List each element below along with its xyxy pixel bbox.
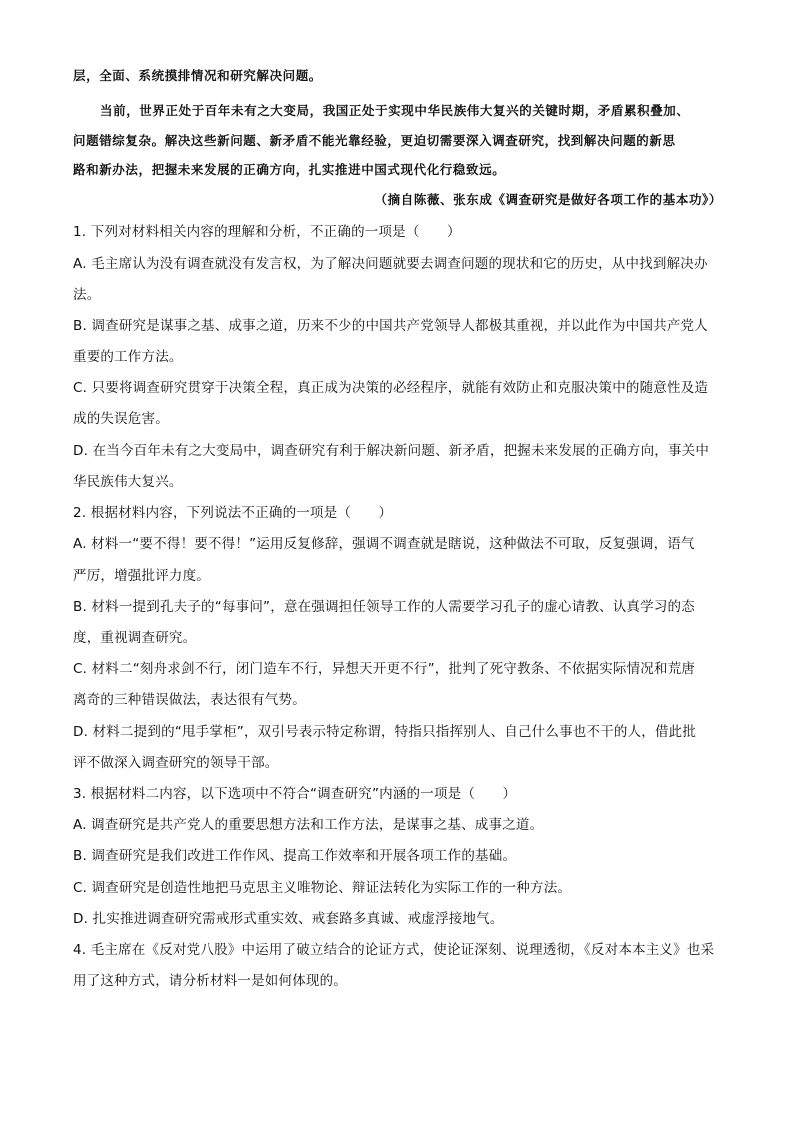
question-stem: 1. 下列对材料相关内容的理解和分析，不正确的一项是（ ） bbox=[73, 224, 461, 240]
answer-option-b: 度，重视调查研究。 bbox=[73, 630, 197, 646]
answer-option-c: 离奇的三种错误做法，表达很有气势。 bbox=[73, 692, 306, 708]
answer-option-b: B. 调查研究是谋事之基、成事之道，历来不少的中国共产党领导人都极其重视，并以此作为中国共产党人 bbox=[73, 318, 708, 334]
passage-line: 当前，世界正处于百年未有之大变局，我国正处于实现中华民族伟大复兴的关键时期，矛盾累积叠加、 bbox=[100, 103, 690, 118]
answer-option-a: 法。 bbox=[73, 287, 101, 303]
answer-option-d: D. 材料二提到的“甩手掌柜”，双引号表示特定称谓，特指只指挥别人、自己什么事也不干的人，借此批 bbox=[73, 724, 697, 740]
answer-option-b: B. 材料一提到孔夫子的“每事问”，意在强调担任领导工作的人需要学习孔子的虚心请教、认真学习的态 bbox=[73, 599, 695, 615]
passage-source: （摘自陈薇、张东成《调查研究是做好各项工作的基本功》） bbox=[374, 192, 722, 207]
answer-option-a: A. 材料一“要不得！要不得！”运用反复修辞，强调不调查就是瞎说，这种做法不可取，反复强调，语气 bbox=[73, 536, 695, 552]
passage-line: 问题错综复杂。解决这些新问题、新矛盾不能光靠经验，更迫切需要深入调查研究，找到解决问题的新思 bbox=[73, 133, 676, 148]
question-stem: 4. 毛主席在《反对党八股》中运用了破立结合的论证方式，使论证深刻、说理透彻，《反对本本主义》也采 bbox=[73, 942, 715, 958]
answer-option-c: 成的失误危害。 bbox=[73, 411, 169, 427]
question-stem: 用了这种方式，请分析材料一是如何体现的。 bbox=[73, 973, 347, 989]
answer-option-a: A. 毛主席认为没有调查就没有发言权，为了解决问题就要去调查问题的现状和它的历史，从中找到解决办 bbox=[73, 256, 708, 272]
answer-option-b: B. 调查研究是我们改进工作作风、提高工作效率和开展各项工作的基础。 bbox=[73, 848, 517, 864]
passage-line: 层，全面、系统摸排情况和研究解决问题。 bbox=[73, 68, 322, 83]
answer-option-b: 重要的工作方法。 bbox=[73, 349, 183, 365]
answer-option-c: C. 调查研究是创造性地把马克思主义唯物论、辩证法转化为实际工作的一种方法。 bbox=[73, 880, 572, 896]
answer-option-a: A. 调查研究是共产党人的重要思想方法和工作方法，是谋事之基、成事之道。 bbox=[73, 817, 544, 833]
answer-option-d: 华民族伟大复兴。 bbox=[73, 474, 183, 490]
answer-option-d: 评不做深入调查研究的领导干部。 bbox=[73, 755, 279, 771]
question-stem: 3. 根据材料二内容，以下选项中不符合“调查研究”内涵的一项是（ ） bbox=[73, 786, 517, 802]
answer-option-a: 严厉，增强批评力度。 bbox=[73, 568, 210, 584]
answer-option-c: C. 只要将调查研究贯穿于决策全程，真正成为决策的必经程序，就能有效防止和克服决策中的随意性及造 bbox=[73, 380, 709, 396]
question-stem: 2. 根据材料内容，下列说法不正确的一项是（ ） bbox=[73, 505, 393, 521]
passage-line: 路和新办法，把握未来发展的正确方向，扎实推进中国式现代化行稳致远。 bbox=[73, 162, 506, 177]
answer-option-d: D. 扎实推进调查研究需戒形式重实效、戒套路多真诚、戒虚浮接地气。 bbox=[73, 911, 504, 927]
answer-option-d: D. 在当今百年未有之大变局中，调查研究有利于解决新问题、新矛盾，把握未来发展的正确方向，事关中 bbox=[73, 443, 710, 459]
answer-option-c: C. 材料二“刻舟求剑不行，闭门造车不行，异想天开更不行”，批判了死守教条、不依据实际情况和荒唐 bbox=[73, 661, 696, 677]
